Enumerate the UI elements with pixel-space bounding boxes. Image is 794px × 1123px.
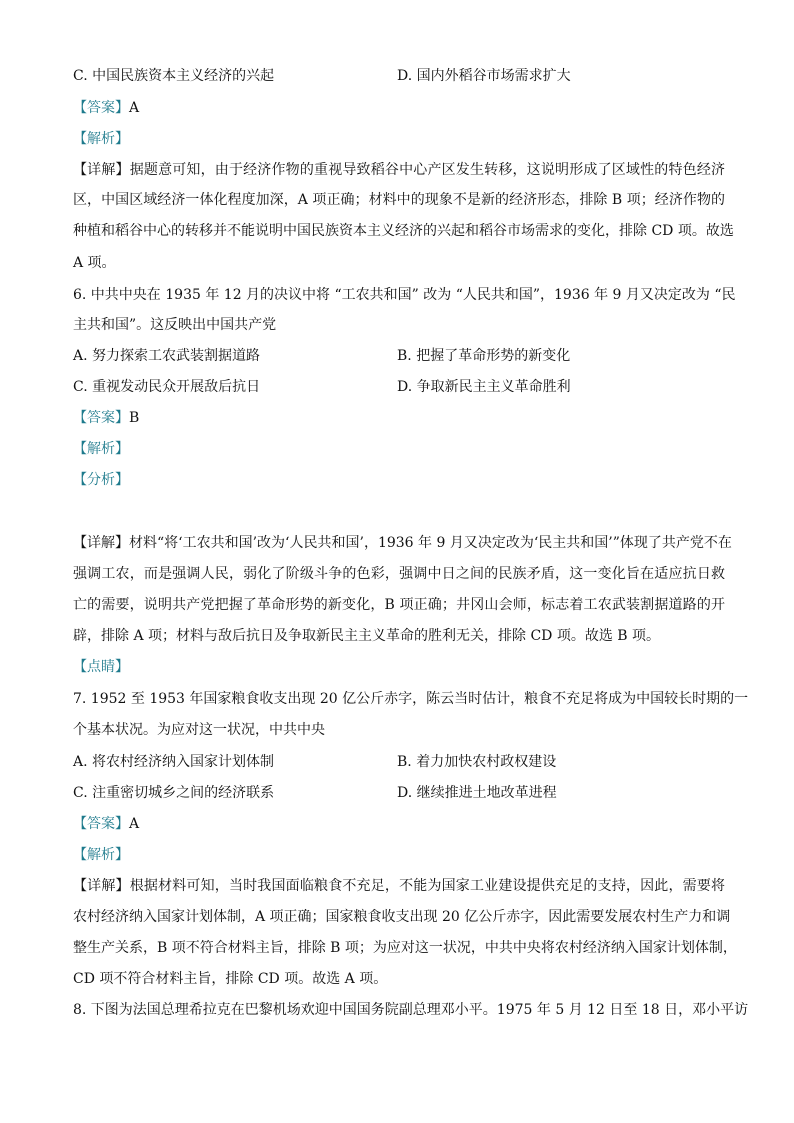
q7-detail-line: 整生产关系，B 项不符合材料主旨，排除 B 项；为应对这一状况，中共中央将农村经济纳入国家计划体制， bbox=[73, 940, 737, 956]
answer-value: B bbox=[129, 410, 140, 426]
q8-stem-line: 8. 下图为法国总理希拉克在巴黎机场欢迎中国国务院副总理邓小平。1975 年 5 月 12 日至 18 日，邓小平访 bbox=[73, 1002, 749, 1018]
q6-stem-line: 主共和国”。这反映出中国共产党 bbox=[73, 317, 277, 333]
q6-option-b: B. 把握了革命形势的新变化 bbox=[397, 348, 571, 364]
q5-detail-line: 【详解】据题意可知，由于经济作物的重视导致稻谷中心产区发生转移，这说明形成了区域性的特色经济 bbox=[73, 162, 725, 178]
q7-detail-line: CD 项不符合材料主旨，排除 CD 项。故选 A 项。 bbox=[73, 971, 388, 987]
q7-option-d: D. 继续推进土地改革进程 bbox=[397, 785, 557, 801]
q6-fenxi-label: 【分析】 bbox=[73, 472, 129, 488]
q5-detail-line: 区，中国区域经济一体化程度加深，A 项正确；材料中的现象不是新的经济形态，排除 B 项；经济作物的 bbox=[73, 192, 725, 208]
answer-label: 【答案】 bbox=[73, 410, 129, 426]
q6-stem-line: 6. 中共中央在 1935 年 12 月的决议中将 “工农共和国” 改为 “人民共和国”，1936 年 9 月又决定改为 “民 bbox=[73, 287, 736, 303]
q7-option-b: B. 着力加快农村政权建设 bbox=[397, 754, 557, 770]
q7-analysis-label: 【解析】 bbox=[73, 847, 129, 863]
q6-analysis-label: 【解析】 bbox=[73, 441, 129, 457]
q6-detail-line: 强调工农，而是强调人民，弱化了阶级斗争的色彩，强调中日之间的民族矛盾，这一变化旨在适应抗日救 bbox=[73, 566, 725, 582]
q5-detail-line: 种植和稻谷中心的转移并不能说明中国民族资本主义经济的兴起和稻谷市场需求的变化，排除 CD 项。故选 bbox=[73, 223, 734, 239]
q7-detail-line: 农村经济纳入国家计划体制，A 项正确；国家粮食收支出现 20 亿公斤赤字，因此需要发展农村生产力和调 bbox=[73, 909, 731, 925]
answer-label: 【答案】 bbox=[73, 100, 129, 116]
q7-detail-line: 【详解】根据材料可知，当时我国面临粮食不充足，不能为国家工业建设提供充足的支持，因此，需要将 bbox=[73, 878, 725, 894]
q6-detail-line: 辟，排除 A 项；材料与敌后抗日及争取新民主主义革命的胜利无关，排除 CD 项。故选 B 项。 bbox=[73, 628, 661, 644]
q6-option-a: A. 努力探索工农武装割据道路 bbox=[73, 348, 261, 364]
q7-answer bbox=[73, 814, 139, 834]
q5-analysis-label: 【解析】 bbox=[73, 131, 129, 147]
q5-detail-line: A 项。 bbox=[73, 255, 116, 271]
q6-option-c: C. 重视发动民众开展敌后抗日 bbox=[73, 379, 261, 395]
q6-option-d: D. 争取新民主主义革命胜利 bbox=[397, 379, 571, 395]
q6-detail-line: 亡的需要，说明共产党把握了革命形势的新变化，B 项正确；井冈山会师，标志着工农武装割据道路的开 bbox=[73, 597, 725, 613]
q7-option-a: A. 将农村经济纳入国家计划体制 bbox=[73, 754, 275, 770]
q7-stem-line: 个基本状况。为应对这一状况，中共中央 bbox=[73, 722, 325, 738]
answer-value: A bbox=[129, 816, 140, 832]
answer-value: A bbox=[129, 100, 140, 116]
q6-detail-line: 【详解】材料“将‘工农共和国’改为‘人民共和国’，1936 年 9 月又决定改为‘民主共和国’”体现了共产党不在 bbox=[73, 535, 732, 551]
answer-label: 【答案】 bbox=[73, 816, 129, 832]
q5-option-d: D. 国内外稻谷市场需求扩大 bbox=[397, 68, 571, 84]
q6-answer bbox=[73, 408, 139, 428]
q5-answer bbox=[73, 98, 139, 118]
q6-dianjing-label: 【点睛】 bbox=[73, 659, 129, 675]
q7-stem-line: 7. 1952 至 1953 年国家粮食收支出现 20 亿公斤赤字，陈云当时估计，粮食不充足将成为中国较长时期的一 bbox=[73, 691, 749, 707]
q5-option-c: C. 中国民族资本主义经济的兴起 bbox=[73, 68, 275, 84]
q7-option-c: C. 注重密切城乡之间的经济联系 bbox=[73, 785, 275, 801]
